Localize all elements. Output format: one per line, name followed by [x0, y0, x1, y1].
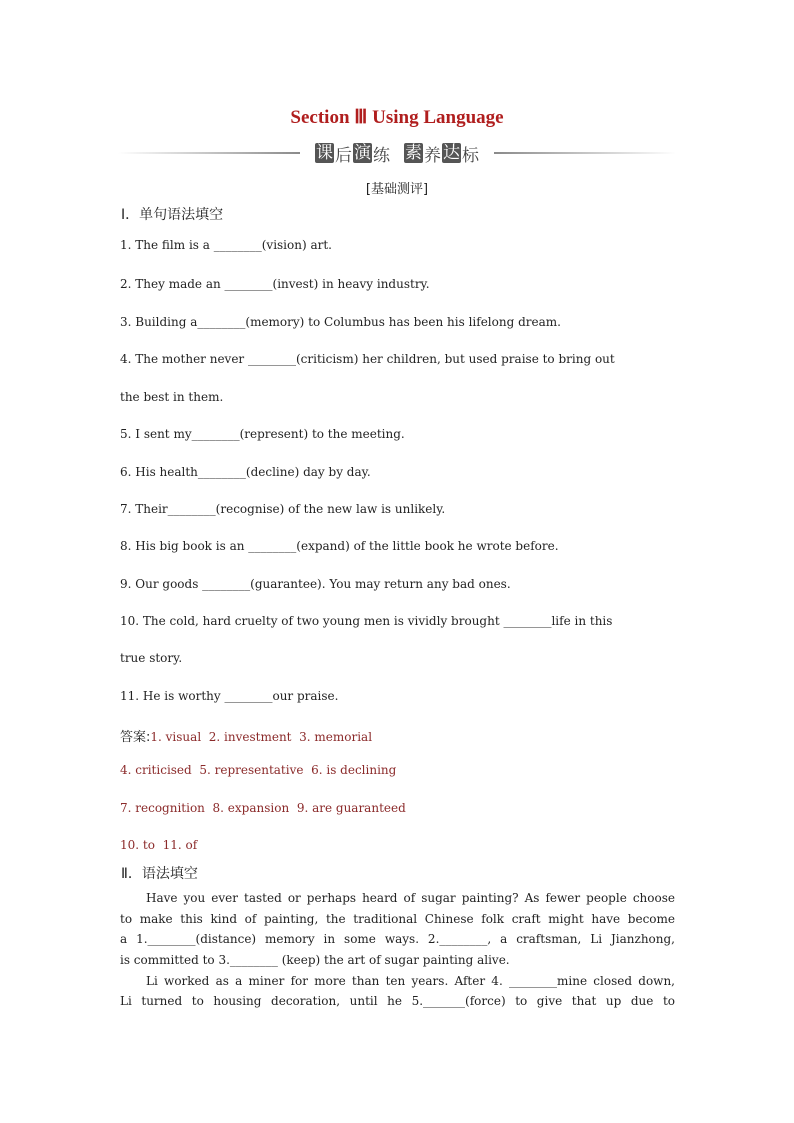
- banner-group-literacy: [404, 141, 479, 166]
- exercise-line: the best in them.: [120, 390, 224, 404]
- exercise-line: 4. The mother never ________(criticism) her children, but used praise to bring out: [120, 352, 615, 366]
- banner-char: 标: [462, 145, 479, 166]
- answer-line: [120, 726, 372, 745]
- banner-char-boxed: 达: [443, 143, 460, 163]
- exercise-line: 10. The cold, hard cruelty of two young men is vividly brought ________life in this: [120, 614, 613, 628]
- exercise-line: 2. They made an ________(invest) in heavy industry.: [120, 277, 430, 291]
- answer-line: 4. criticised 5. representative 6. is declining: [120, 763, 397, 777]
- exercise-line: 5. I sent my________(represent) to the meeting.: [120, 427, 405, 441]
- answer-line: 7. recognition 8. expansion 9. are guaranteed: [120, 801, 406, 815]
- banner-text: [310, 141, 484, 165]
- passage-line: Have you ever tasted or perhaps heard of sugar painting? As fewer people choose: [146, 891, 675, 905]
- exercise-line: 8. His big book is an ________(expand) of the little book he wrote before.: [120, 539, 559, 553]
- passage-line: Li turned to housing decoration, until he 5._______(force) to give that up due to: [120, 994, 675, 1009]
- answer-text: 1. visual 2. investment 3. memorial: [150, 730, 373, 744]
- section1-heading: Ⅰ．单句语法填空: [121, 207, 224, 223]
- answer-label: 答案:: [120, 730, 151, 745]
- banner-right-rule: [494, 152, 676, 154]
- banner-char-boxed: 素: [405, 143, 422, 163]
- banner-char-boxed: 课: [316, 143, 333, 163]
- passage-line: to make this kind of painting, the traditional Chinese folk craft might have become: [120, 911, 675, 926]
- banner-group-practice: [315, 141, 390, 166]
- exercise-line: 6. His health________(decline) day by day.: [120, 465, 371, 479]
- subheading: [基础测评]: [365, 182, 429, 197]
- answer-line: 10. to 11. of: [120, 838, 198, 852]
- banner-char-boxed: 演: [354, 143, 371, 163]
- passage: [120, 888, 675, 1012]
- banner-char: 养: [424, 145, 441, 166]
- exercise-line: 7. Their________(recognise) of the new law is unlikely.: [120, 502, 446, 516]
- banner-char: 后: [335, 145, 352, 166]
- page-title: Section Ⅲ Using Language: [290, 107, 504, 128]
- passage-line: a 1.________(distance) memory in some ways. 2.________, a craftsman, Li Jianzhong,: [120, 932, 675, 947]
- section-banner: [118, 141, 676, 165]
- passage-line: Li worked as a miner for more than ten years. After 4. ________mine closed down,: [146, 973, 675, 988]
- exercise-line: 9. Our goods ________(guarantee). You may return any bad ones.: [120, 577, 511, 591]
- banner-char: 练: [373, 145, 390, 166]
- exercise-line: 11. He is worthy ________our praise.: [120, 689, 339, 703]
- exercise-line: 1. The film is a ________(vision) art.: [120, 238, 332, 252]
- section2-heading: Ⅱ．语法填空: [121, 866, 198, 882]
- passage-line: is committed to 3.________ (keep) the art of sugar painting alive.: [120, 953, 510, 968]
- exercise-line: 3. Building a________(memory) to Columbus has been his lifelong dream.: [120, 315, 561, 329]
- exercise-line: true story.: [120, 651, 183, 665]
- banner-left-rule: [118, 152, 300, 154]
